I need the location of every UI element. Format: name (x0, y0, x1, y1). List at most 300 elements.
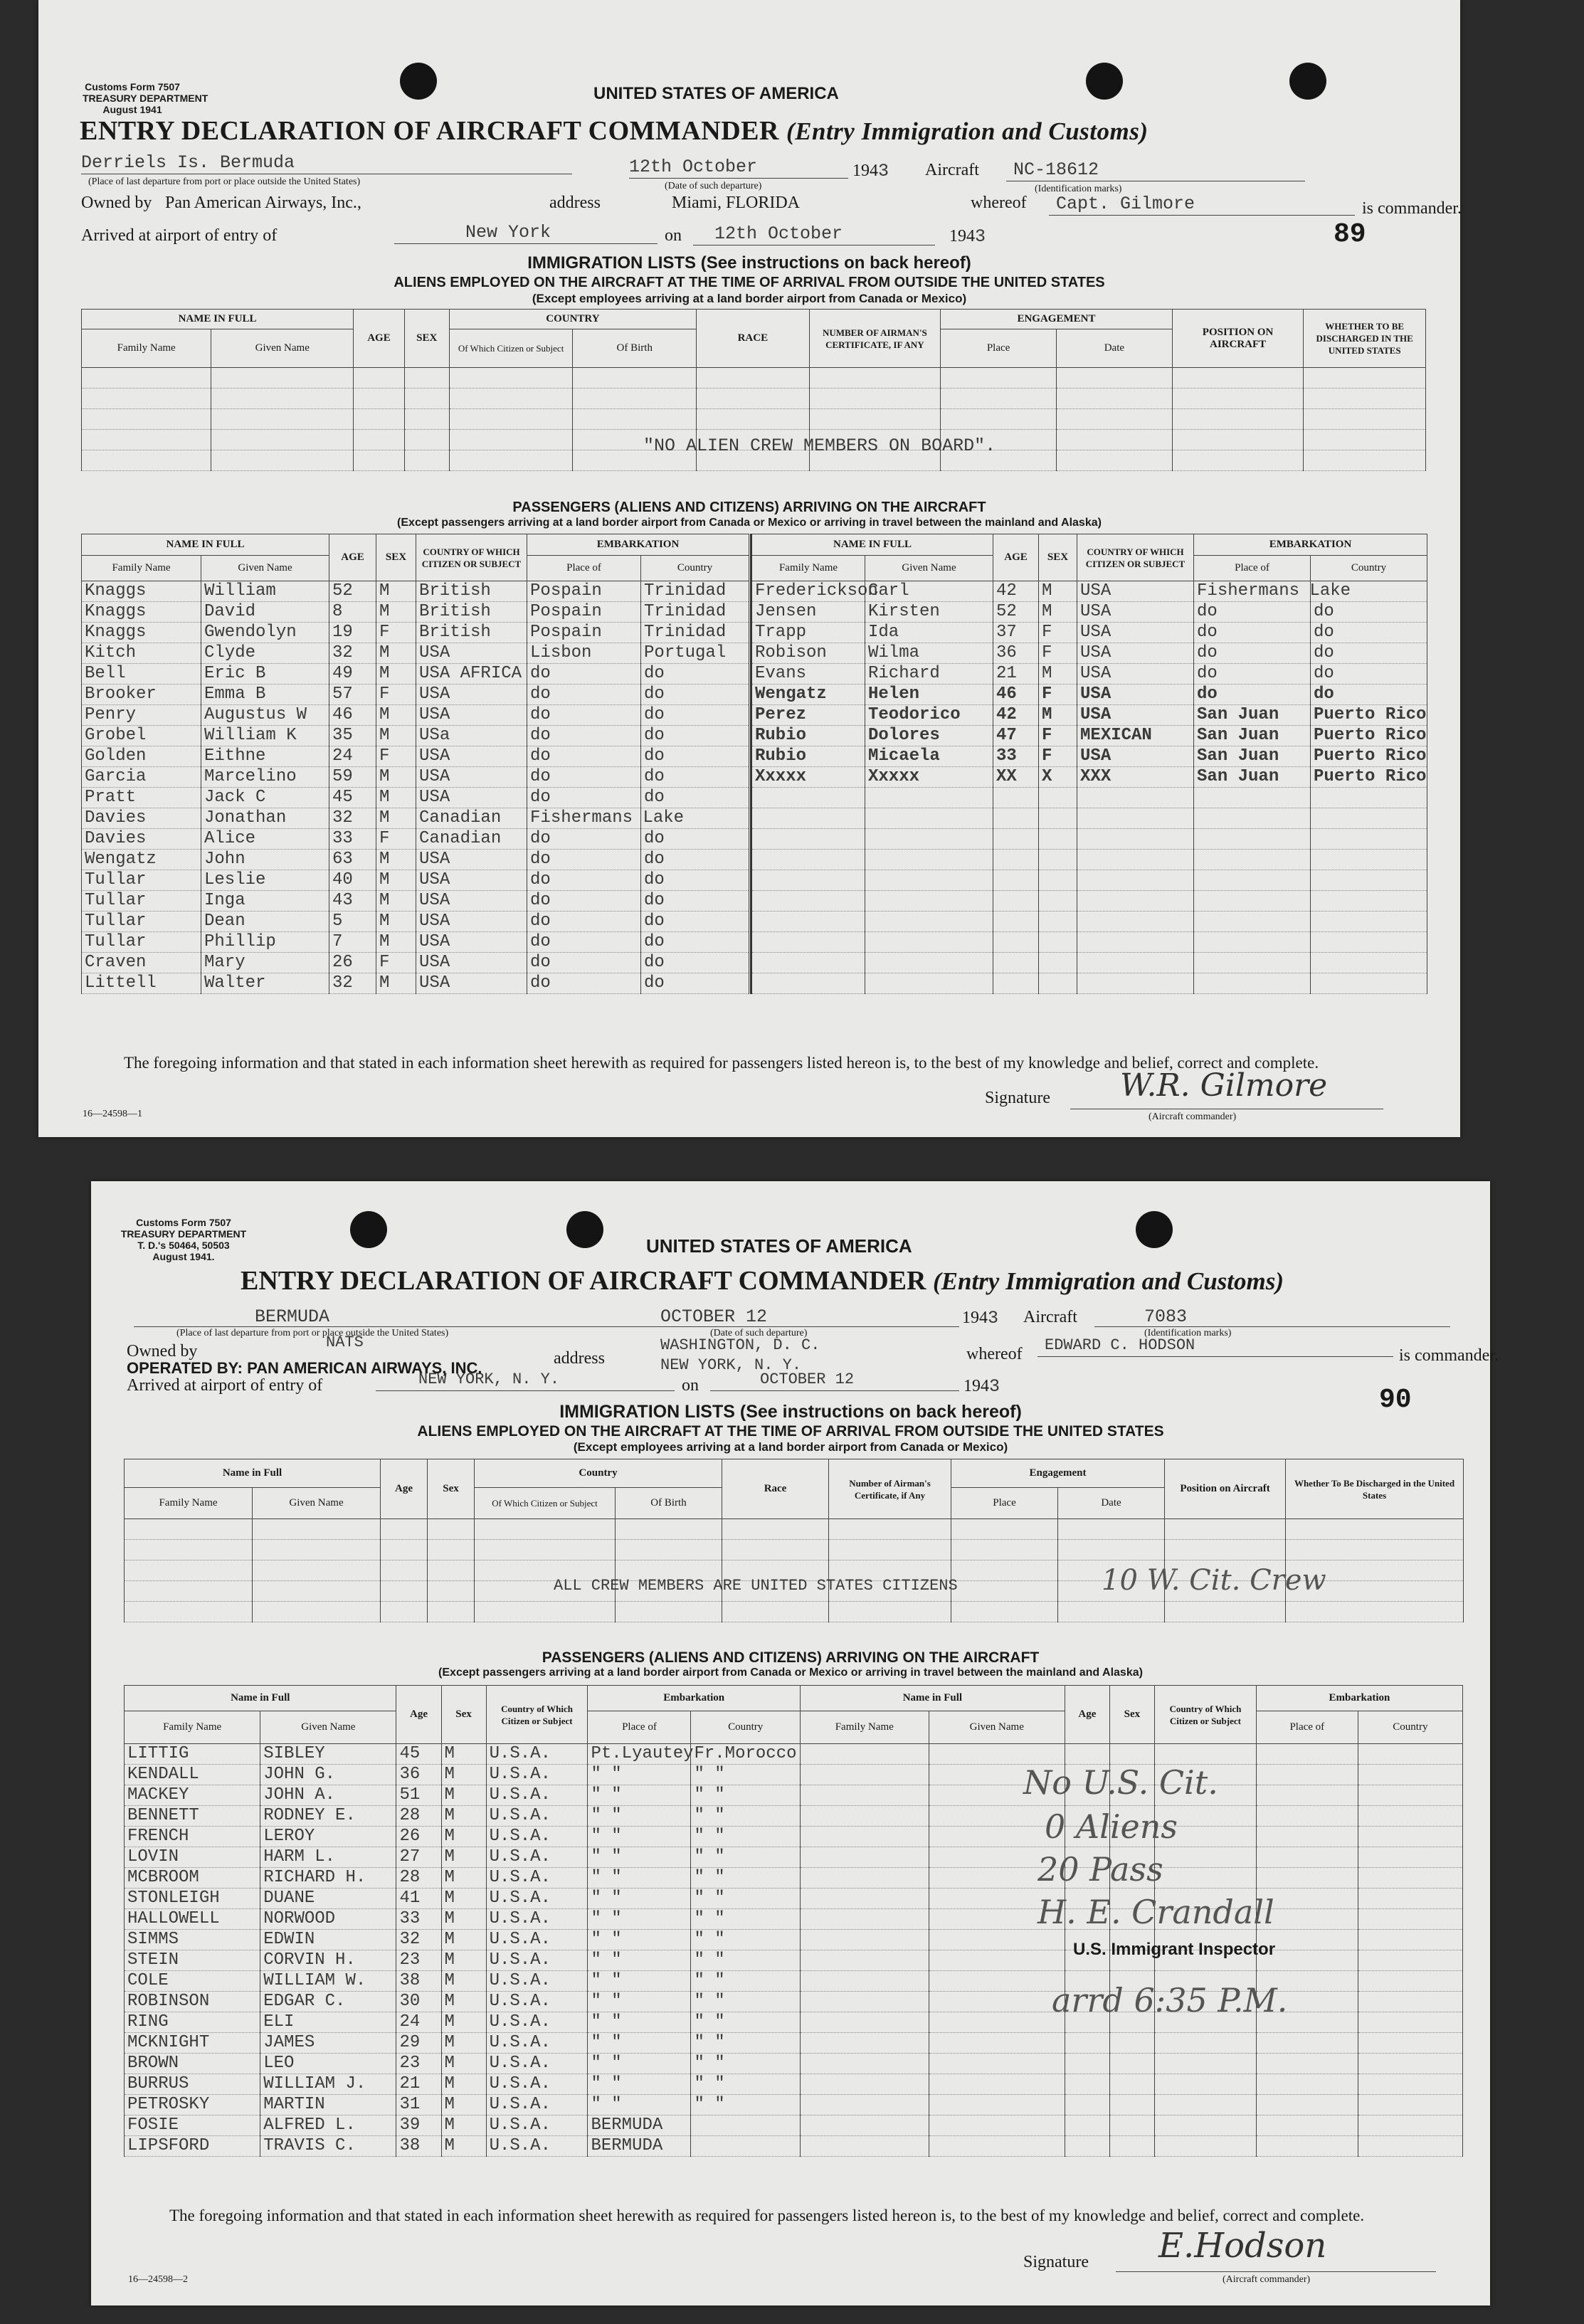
table-cell: " " (588, 1909, 691, 1930)
table-cell (1311, 932, 1427, 953)
table-cell: do (527, 891, 641, 912)
table-cell (1154, 1868, 1256, 1889)
table-cell: 21 (396, 2074, 441, 2095)
country-heading: UNITED STATES OF AMERICA (646, 1235, 912, 1257)
owner-field[interactable]: NATS (326, 1333, 364, 1351)
arrived-label: Arrived at airport of entry of (81, 226, 278, 245)
table-cell (1194, 912, 1311, 932)
table-cell: M (376, 973, 416, 994)
table-cell: ELI (260, 2012, 396, 2033)
table-row (751, 664, 1427, 685)
table-cell (1039, 953, 1077, 973)
table-cell: 52 (329, 581, 376, 602)
col-name: Name in Full (125, 1686, 396, 1711)
table-cell: 51 (396, 1785, 441, 1806)
arrival-date-field[interactable]: OCTOBER 12 (760, 1370, 855, 1388)
table-cell: 46 (329, 705, 376, 726)
table-cell: U.S.A. (486, 1847, 588, 1868)
table-cell (1065, 2136, 1109, 2157)
col-place: Place of (527, 556, 641, 581)
table-cell: do (641, 932, 749, 953)
table-cell: M (1039, 581, 1077, 602)
table-cell: U.S.A. (486, 2033, 588, 2054)
aircraft-id-field[interactable]: 7083 (1144, 1306, 1188, 1327)
title-sub: (Entry Immigration and Customs) (932, 1267, 1284, 1295)
passengers-table-left (81, 534, 749, 994)
table-row (82, 581, 749, 602)
table-cell (1077, 850, 1194, 870)
table-row (82, 705, 749, 726)
table-cell: COLE (125, 1971, 260, 1992)
table-cell: USA (416, 850, 527, 870)
table-row (125, 1765, 1463, 1785)
table-cell (1039, 870, 1077, 891)
table-cell: 49 (329, 664, 376, 685)
table-row (82, 932, 749, 953)
department: TREASURY DEPARTMENT (120, 1228, 247, 1240)
crew-pencil-note: 10 W. Cit. Crew (1102, 1564, 1326, 1597)
col-place: Place (941, 329, 1057, 368)
table-row (82, 808, 749, 829)
table-row (751, 643, 1427, 664)
table-cell (929, 2012, 1065, 2033)
address-field[interactable]: Miami, FLORIDA (672, 194, 800, 212)
table-cell (1311, 870, 1427, 891)
table-cell: F (1039, 623, 1077, 643)
form-title (241, 1265, 1284, 1296)
table-cell: USA (416, 932, 527, 953)
table-cell: 30 (396, 1992, 441, 2012)
table-cell: USA (416, 973, 527, 994)
table-cell: U.S.A. (486, 2136, 588, 2157)
col-certificate: NUMBER OF AIRMAN'S CERTIFICATE, IF ANY (809, 310, 941, 368)
table-cell: XX (993, 767, 1039, 788)
col-embarkation-r: Embarkation (1256, 1686, 1462, 1711)
table-cell (1311, 808, 1427, 829)
year-digit[interactable]: 3 (988, 1308, 999, 1329)
table-cell: BROWN (125, 2054, 260, 2074)
table-cell (691, 2116, 800, 2136)
address-label: address (549, 194, 601, 212)
table-cell: do (527, 685, 641, 705)
table-cell: BENNETT (125, 1806, 260, 1827)
table-cell (865, 953, 993, 973)
year-1b (949, 226, 986, 247)
aircraft-label: Aircraft (1023, 1308, 1077, 1326)
table-cell (1109, 2136, 1154, 2157)
stamp-number: 89 (1334, 219, 1366, 250)
col-birth: Of Birth (616, 1488, 722, 1519)
arrival-airport-field[interactable]: New York (465, 222, 551, 243)
table-cell: do (527, 912, 641, 932)
table-cell: 47 (993, 726, 1039, 746)
crew-table-2 (124, 1459, 1464, 1622)
table-cell: do (527, 664, 641, 685)
table-cell (1358, 1806, 1462, 1827)
table-cell: Pratt (82, 788, 201, 808)
table-cell (1109, 2095, 1154, 2116)
table-cell: " " (588, 1992, 691, 2012)
table-cell: do (641, 788, 749, 808)
table-cell: USA (1077, 664, 1194, 685)
col-country: COUNTRY OF WHICH CITIZEN OR SUBJECT (416, 534, 527, 581)
table-cell: " " (588, 1868, 691, 1889)
aircraft-id-field[interactable]: NC-18612 (1013, 159, 1099, 180)
year-digit[interactable]: 3 (975, 226, 986, 247)
table-cell: David (201, 602, 329, 623)
table-cell (1256, 2116, 1358, 2136)
table-cell (1358, 1868, 1462, 1889)
table-cell: F (376, 685, 416, 705)
table-cell: M (441, 1992, 486, 2012)
col-embarkation: Embarkation (588, 1686, 800, 1711)
col-given-name: Given Name (260, 1711, 396, 1744)
table-cell: " " (691, 2033, 800, 2054)
table-cell: F (1039, 685, 1077, 705)
table-cell (1154, 1744, 1256, 1765)
table-cell (1256, 2136, 1358, 2157)
table-cell: Teodorico (865, 705, 993, 726)
table-cell: " " (691, 1992, 800, 2012)
table-row (751, 891, 1427, 912)
col-country-r: Country of Which Citizen or Subject (1154, 1686, 1256, 1744)
col-age: Age (396, 1686, 441, 1744)
table-cell: " " (588, 1971, 691, 1992)
table-cell: do (1194, 623, 1311, 643)
pencil-note-2: 0 Aliens (1045, 1807, 1178, 1846)
table-cell: do (1311, 623, 1427, 643)
table-cell: LEO (260, 2054, 396, 2074)
table-cell: do (1311, 664, 1427, 685)
table-cell: do (641, 726, 749, 746)
table-row (82, 973, 749, 994)
table-cell (751, 891, 865, 912)
departure-date-field[interactable]: OCTOBER 12 (660, 1306, 768, 1327)
table-cell: Pt.Lyautey (588, 1744, 691, 1765)
table-row (751, 726, 1427, 746)
table-row (82, 891, 749, 912)
table-cell: do (641, 891, 749, 912)
commander-field[interactable]: Capt. Gilmore (1056, 194, 1195, 214)
table-cell: M (376, 664, 416, 685)
table-cell: " " (588, 1950, 691, 1971)
table-cell (1039, 932, 1077, 953)
passengers-title: PASSENGERS (ALIENS AND CITIZENS) ARRIVING ON THE AIRCRAFT (542, 1649, 1040, 1666)
table-cell (1311, 973, 1427, 994)
table-cell: do (641, 912, 749, 932)
table-cell (1039, 912, 1077, 932)
table-cell (1311, 953, 1427, 973)
table-cell: Davies (82, 829, 201, 850)
table-cell (1358, 1992, 1462, 2012)
table-cell: BURRUS (125, 2074, 260, 2095)
table-cell (800, 1909, 929, 1930)
table-cell (1358, 2095, 1462, 2116)
table-cell (929, 1971, 1065, 1992)
immigration-title: IMMIGRATION LISTS (See instructions on back hereof) (527, 253, 971, 273)
table-cell (1311, 829, 1427, 850)
table-cell: M (376, 602, 416, 623)
table-cell: 43 (329, 891, 376, 912)
table-cell: Jensen (751, 602, 865, 623)
table-cell (993, 932, 1039, 953)
table-row (751, 829, 1427, 850)
col-embarkation: EMBARKATION (527, 534, 749, 556)
whereof-label: whereof (971, 194, 1027, 212)
table-row (82, 912, 749, 932)
crew-note: "NO ALIEN CREW MEMBERS ON BOARD". (643, 435, 996, 456)
table-cell: 33 (329, 829, 376, 850)
table-cell: 42 (993, 705, 1039, 726)
table-cell (1194, 891, 1311, 912)
table-cell: Augustus W (201, 705, 329, 726)
table-row (82, 953, 749, 973)
table-cell: M (441, 1765, 486, 1785)
table-cell: Jack C (201, 788, 329, 808)
table-cell: PETROSKY (125, 2095, 260, 2116)
table-cell (1311, 788, 1427, 808)
table-cell: U.S.A. (486, 2074, 588, 2095)
table-cell: 27 (396, 1847, 441, 1868)
table-cell: Inga (201, 891, 329, 912)
table-cell (800, 1971, 929, 1992)
table-row (751, 705, 1427, 726)
table-cell (929, 2074, 1065, 2095)
table-cell: USA (1077, 581, 1194, 602)
table-cell: M (376, 932, 416, 953)
table-cell (1154, 1847, 1256, 1868)
departure-place-field[interactable]: BERMUDA (255, 1306, 330, 1327)
address-field-1[interactable]: WASHINGTON, D. C. (660, 1336, 820, 1354)
table-cell: USA AFRICA (416, 664, 527, 685)
stamp-number: 90 (1379, 1385, 1412, 1415)
departure-place-label: (Place of last departure from port or place outside the United States) (176, 1328, 449, 1338)
table-cell: TRAVIS C. (260, 2136, 396, 2157)
table-cell (1194, 788, 1311, 808)
table-cell (993, 829, 1039, 850)
table-cell: USA (416, 953, 527, 973)
table-cell (865, 932, 993, 953)
departure-date-label: (Date of such departure) (710, 1328, 808, 1338)
table-cell: M (441, 1930, 486, 1950)
table-cell: Littell (82, 973, 201, 994)
table-cell: do (527, 788, 641, 808)
table-cell (1256, 2054, 1358, 2074)
commander-field[interactable]: EDWARD C. HODSON (1045, 1336, 1195, 1354)
table-cell: do (527, 829, 641, 850)
table-cell: " " (691, 1827, 800, 1847)
table-cell: British (416, 602, 527, 623)
arrival-airport-field[interactable]: NEW YORK, N. Y. (418, 1370, 560, 1388)
table-cell: Pospain (527, 581, 641, 602)
table-cell (1065, 2074, 1109, 2095)
table-cell (865, 808, 993, 829)
table-cell: Alice (201, 829, 329, 850)
table-cell (1077, 808, 1194, 829)
table-cell: F (1039, 643, 1077, 664)
col-citizen-of: Of Which Citizen or Subject (449, 329, 573, 368)
col-date: Date (1056, 329, 1172, 368)
table-cell (929, 1950, 1065, 1971)
table-row (125, 2116, 1463, 2136)
table-cell: do (641, 685, 749, 705)
table-cell: Ida (865, 623, 993, 643)
col-birth: Of Birth (573, 329, 697, 368)
table-cell: LOVIN (125, 1847, 260, 1868)
col-certificate: Number of Airman's Certificate, if Any (829, 1459, 951, 1519)
table-cell (800, 1950, 929, 1971)
table-cell: San Juan (1194, 726, 1311, 746)
immigration-title: IMMIGRATION LISTS (See instructions on back hereof) (559, 1402, 1022, 1422)
table-cell: Canadian (416, 829, 527, 850)
is-commander-label: is commander. (1362, 199, 1462, 218)
table-row (82, 643, 749, 664)
table-cell (1256, 2074, 1358, 2095)
table-row (751, 581, 1427, 602)
commander-label: (Aircraft commander) (1149, 1111, 1237, 1122)
table-cell: British (416, 581, 527, 602)
table-cell: Emma B (201, 685, 329, 705)
departure-date-field[interactable]: 12th October (629, 157, 758, 177)
table-cell (800, 1785, 929, 1806)
table-cell: Eric B (201, 664, 329, 685)
table-cell: SIMMS (125, 1930, 260, 1950)
table-cell: U.S.A. (486, 1950, 588, 1971)
table-cell: U.S.A. (486, 1889, 588, 1909)
col-family-name: Family Name (125, 1488, 253, 1519)
table-row (125, 1847, 1463, 1868)
departure-place-field[interactable]: Derriels Is. Bermuda (81, 152, 295, 173)
table-cell: 33 (993, 746, 1039, 767)
table-cell: M (441, 1806, 486, 1827)
address-field-2[interactable]: NEW YORK, N. Y. (660, 1356, 802, 1374)
table-cell: 31 (396, 2095, 441, 2116)
whereof-label: whereof (966, 1345, 1023, 1363)
table-cell: Robison (751, 643, 865, 664)
aliens-title: ALIENS EMPLOYED ON THE AIRCRAFT AT THE TIME OF ARRIVAL FROM OUTSIDE THE UNITED STATES (394, 275, 1105, 290)
table-cell: USA (416, 746, 527, 767)
table-row (751, 623, 1427, 643)
table-row (751, 767, 1427, 788)
table-cell: 26 (396, 1827, 441, 1847)
table-cell: HARM L. (260, 1847, 396, 1868)
table-cell (1039, 850, 1077, 870)
signature-label: Signature (1023, 2253, 1089, 2271)
table-cell: 5 (329, 912, 376, 932)
table-cell (1358, 1950, 1462, 1971)
passengers-table-right (750, 534, 1427, 994)
table-cell: M (376, 912, 416, 932)
signature-field[interactable]: W.R. Gilmore (1120, 1067, 1328, 1104)
col-name: Name in Full (125, 1459, 381, 1488)
table-cell: " " (691, 1889, 800, 1909)
table-cell: JOHN A. (260, 1785, 396, 1806)
table-cell: M (441, 1950, 486, 1971)
table-cell (1256, 1785, 1358, 1806)
owner-field[interactable]: Pan American Airways, Inc., (165, 194, 361, 212)
table-cell: Lisbon (527, 643, 641, 664)
table-cell: U.S.A. (486, 2054, 588, 2074)
table-cell (1039, 829, 1077, 850)
table-cell (800, 2012, 929, 2033)
year-digit[interactable]: 3 (989, 1376, 1000, 1397)
table-cell: Clyde (201, 643, 329, 664)
table-cell: " " (588, 2033, 691, 2054)
table-cell: " " (691, 2012, 800, 2033)
signature-field[interactable]: E.Hodson (1158, 2226, 1327, 2266)
table-cell: do (527, 973, 641, 994)
table-cell: USA (1077, 643, 1194, 664)
passengers-title: PASSENGERS (ALIENS AND CITIZENS) ARRIVING ON THE AIRCRAFT (512, 500, 986, 515)
table-cell: U.S.A. (486, 1827, 588, 1847)
table-cell (865, 912, 993, 932)
col-place-r: Place of (1256, 1711, 1358, 1744)
table-cell (865, 788, 993, 808)
table-row (751, 953, 1427, 973)
table-cell: USA (416, 788, 527, 808)
table-cell: LITTIG (125, 1744, 260, 1765)
table-cell: 45 (396, 1744, 441, 1765)
table-row (751, 850, 1427, 870)
table-cell (865, 829, 993, 850)
table-cell: Pospain (527, 602, 641, 623)
table-cell: 26 (329, 953, 376, 973)
table-row (125, 1806, 1463, 1827)
table-cell (1154, 2136, 1256, 2157)
table-cell: Pospain (527, 623, 641, 643)
table-cell: do (1194, 602, 1311, 623)
table-cell (1358, 2116, 1462, 2136)
table-cell: 32 (329, 643, 376, 664)
table-cell (800, 2074, 929, 2095)
table-row (751, 788, 1427, 808)
aircraft-marks-label: (Identification marks) (1144, 1328, 1232, 1338)
table-cell (1256, 1806, 1358, 1827)
table-cell: M (376, 643, 416, 664)
table-cell: Micaela (865, 746, 993, 767)
table-cell: F (376, 623, 416, 643)
table-cell (1077, 870, 1194, 891)
table-cell (800, 1868, 929, 1889)
year-2 (962, 1308, 998, 1329)
table-cell (993, 912, 1039, 932)
table-cell: Xxxxx (751, 767, 865, 788)
table-cell: EDGAR C. (260, 1992, 396, 2012)
table-cell: KENDALL (125, 1765, 260, 1785)
table-cell: Davies (82, 808, 201, 829)
table-row (751, 973, 1427, 994)
col-country-emb-r: Country (1358, 1711, 1462, 1744)
table-cell (800, 1827, 929, 1847)
table-cell (1256, 1744, 1358, 1765)
table-cell (800, 2054, 929, 2074)
table-cell: Trinidad (641, 623, 749, 643)
table-cell: Trinidad (641, 581, 749, 602)
col-age: Age (381, 1459, 428, 1519)
table-cell: 39 (396, 2116, 441, 2136)
table-cell: NORWOOD (260, 1909, 396, 1930)
aliens-subtitle: (Except employees arriving at a land border airport from Canada or Mexico) (532, 292, 967, 305)
commander-label: (Aircraft commander) (1223, 2274, 1311, 2285)
arrival-date-field[interactable]: 12th October (714, 223, 843, 244)
year-digit[interactable]: 3 (878, 161, 889, 181)
table-cell: 28 (396, 1868, 441, 1889)
col-date: Date (1058, 1488, 1165, 1519)
form-sheet-1 (38, 0, 1460, 1137)
table-cell (1109, 2074, 1154, 2095)
col-age: AGE (354, 310, 405, 368)
table-cell: 37 (993, 623, 1039, 643)
